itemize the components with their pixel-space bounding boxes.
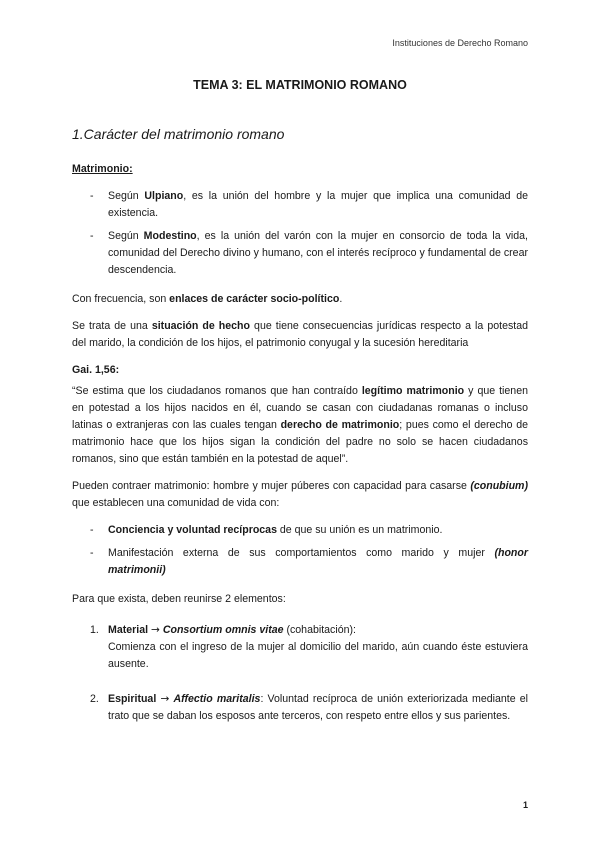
dash-bullet: - [90,190,94,202]
section-heading: 1.Carácter del matrimonio romano [72,126,285,142]
page-number: 1 [522,800,528,810]
paragraph: Pueden contraer matrimonio: hombre y mujer púberes con capacidad para casarse (conubium) que establecen una comunidad de vida con: [72,480,528,509]
citation-label: Gai. 1,56: [72,364,120,376]
list-item: - Conciencia y voluntad recíprocas de que su unión es un matrimonio. [72,522,528,539]
dash-bullet: - [90,547,94,559]
arrow-icon: → [160,693,170,705]
quotation: “Se estima que los ciudadanos romanos que han contraído legítimo matrimonio y que tienen en potestad a los hijos nacidos en él, cuando se casan con ciudadanas romanas o incluso latinas o extranjeras con las cuales tengan derecho de matrimonio; pues como el derecho de matrimonio hace que los hijos sigan la condición del padre no solo se hacen ciudadanos romanos, sino que están también en la potestad de aquel”. [72,385,528,465]
author-name: Modestino [143,230,197,242]
paragraph: Con frecuencia, son enlaces de carácter socio-político. [72,293,343,305]
list-item: - Según Ulpiano, es la unión del hombre y la mujer que implica una comunidad de existencia. [90,190,529,219]
page-title: TEMA 3: EL MATRIMONIO ROMANO [193,78,407,92]
document-body [72,124,528,743]
requisites-list [72,522,528,579]
list-item: - Manifestación externa de sus comportamientos como marido y mujer (honor matrimonii) [90,547,528,576]
list-item: 1. Material → Consortium omnis vitae (cohabitación): Comienza con el ingreso de la mujer al domicilio del marido, aún cuando éste estuviera ausente. [90,624,528,670]
list-item: - Según Modestino, es la unión del varón con la mujer en consorcio de toda la vida, comunidad del Derecho divino y humano, con el interés recíproco y fundamental de crear descendencia. [90,230,528,276]
dash-bullet: - [90,230,94,242]
dash-bullet: - [90,524,94,536]
paragraph: Se trata de una situación de hecho que tiene consecuencias jurídicas respecto a la potestad del marido, la condición de los hijos, el patrimonio conyugal y la sucesión hereditaria [72,320,528,349]
list-item: 2. Espiritual → Affectio maritalis: Voluntad recíproca de unión exteriorizada mediante el trato que se daban los esposos ante terceros, con respeto entre ellos y sus parientes. [90,693,528,722]
paragraph: Para que exista, deben reunirse 2 elementos: [72,593,286,605]
subheading-matrimonio: Matrimonio: [72,163,133,175]
elements-list [72,622,528,725]
arrow-icon: → [151,624,160,636]
author-name: Ulpiano [144,190,184,202]
running-header: Instituciones de Derecho Romano [392,38,528,48]
definitions-list [72,188,528,279]
